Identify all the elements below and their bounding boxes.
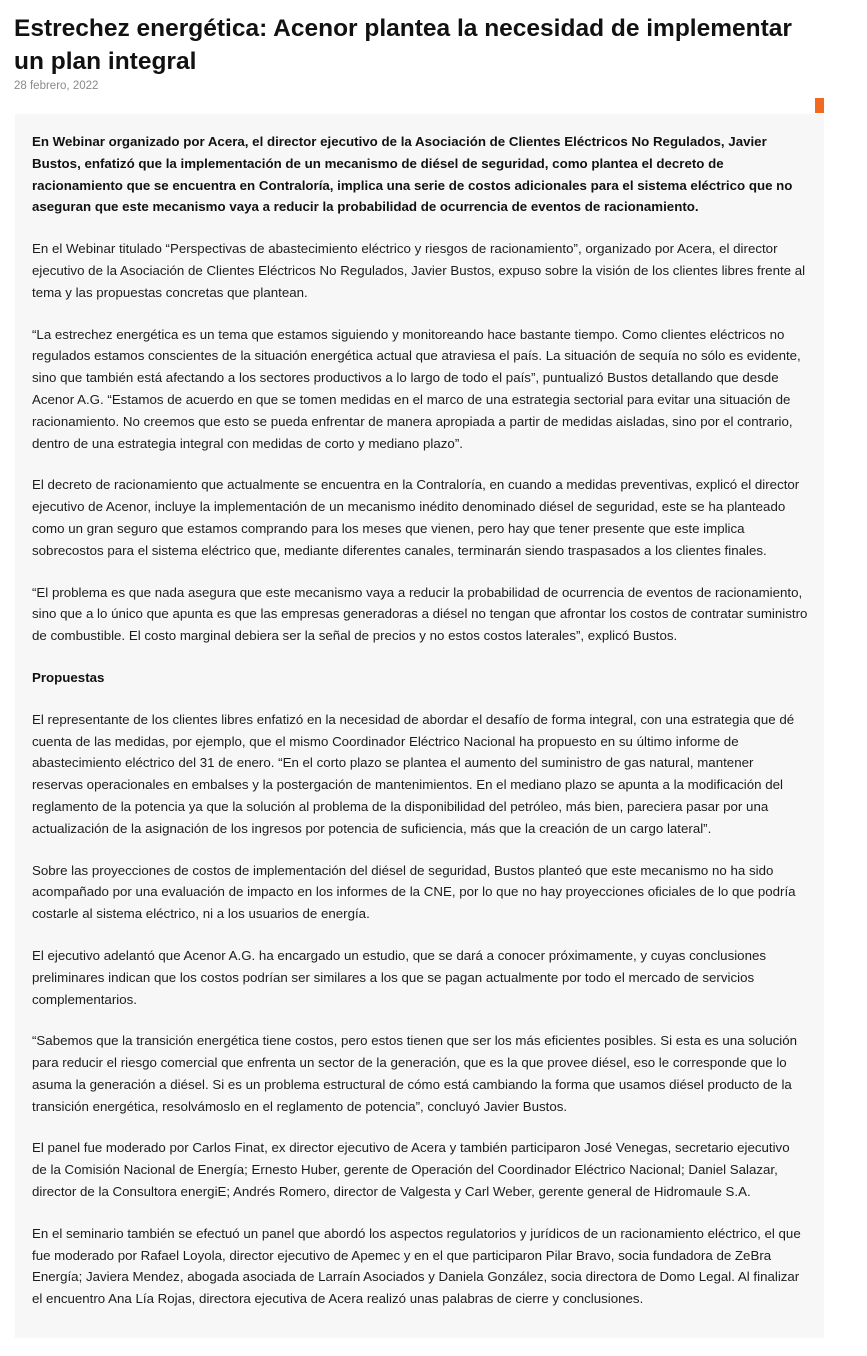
article-paragraph: El ejecutivo adelantó que Acenor A.G. ha encargado un estudio, que se dará a conocer próximamente, y cuyas conclusiones preliminares indican que los costos podrían ser similares a los que se pagan actualmente por todo el mercado de servicios complementarios.	[32, 947, 767, 1007]
article-body	[15, 114, 824, 1338]
article-paragraph: “El problema es que nada asegura que este mecanismo vaya a reducir la probabilidad de ocurrencia de eventos de racionamiento, sino que a lo único que apunta es que las empresas generadoras a diésel no tengan que afrontar los costos de contratar suministro de combustible. El costo marginal debiera ser la señal de precios y no estos costos laterales”, explicó Bustos.	[32, 584, 808, 644]
article-paragraph: El panel fue moderado por Carlos Finat, ex director ejecutivo de Acera y también participaron José Venegas, secretario ejecutivo de la Comisión Nacional de Energía; Ernesto Huber, gerente de Operación del Coordinador Eléctrico Nacional; Daniel Salazar, director de la Consultora energiE; Andrés Romero, director de Valgesta y Carl Weber, gerente general de Hidromaule S.A.	[32, 1140, 790, 1200]
article-date: 28 febrero, 2022	[14, 80, 99, 92]
article-paragraph: En el Webinar titulado “Perspectivas de abastecimiento eléctrico y riesgos de racionamiento”, organizado por Acera, el director ejecutivo de la Asociación de Clientes Eléctricos No Regulados, Javier Bustos, expuso sobre la visión de los clientes libres frente al tema y las propuestas concretas que plantean.	[32, 241, 806, 300]
article-paragraph: El decreto de racionamiento que actualmente se encuentra en la Contraloría, en cuando a medidas preventivas, explicó el director ejecutivo de Acenor, incluye la implementación de un mecanismo inédito denominado diésel de seguridad, este se ha planteado como un gran seguro que estamos comprando para los meses que vienen, pero hay que tener presente que este implica sobrecostos para el sistema eléctrico que, mediante diferentes canales, terminarán siendo traspasados a los clientes finales.	[32, 477, 800, 558]
article-paragraph: En el seminario también se efectuó un panel que abordó los aspectos regulatorios y jurídicos de un racionamiento eléctrico, el que fue moderado por Rafael Loyola, director ejecutivo de Apemec y en el que participaron Pilar Bravo, socia fundadora de ZeBra Energía; Javiera Mendez, abogada asociada de Larraín Asociados y Daniela González, socia directora de Domo Legal. Al finalizar el encuentro Ana Lía Rojas, directora ejecutiva de Acera realizó unas palabras de cierre y conclusiones.	[32, 1225, 801, 1307]
section-heading: Propuestas	[32, 669, 105, 685]
article-lead: En Webinar organizado por Acera, el director ejecutivo de la Asociación de Clientes Eléctricos No Regulados, Javier Bustos, enfatizó que la implementación de un mecanismo de diésel de seguridad, como plantea el decreto de racionamiento que se encuentra en Contraloría, implica una serie de costos adicionales para el sistema eléctrico que no aseguran que este mecanismo vaya a reducir la probabilidad de ocurrencia de eventos de racionamiento.	[32, 134, 793, 215]
article-paragraph: El representante de los clientes libres enfatizó en la necesidad de abordar el desafío de forma integral, con una estrategia que dé cuenta de las medidas, por ejemplo, que el mismo Coordinador Eléctrico Nacional ha propuesto en su último informe de abastecimiento eléctrico del 31 de enero. “En el corto plazo se plantea el aumento del suministro de gas natural, mantener reservas operacionales en embalses y la postergación de mantenimientos. En el mediano plazo se apunta a la modificación del reglamento de la potencia ya que la solución al problema de la disponibilidad del petróleo, más bien, pareciera pasar por una actualización de la asignación de los ingresos por potencia de suficiencia, más que la creación de un cargo lateral”.	[32, 711, 795, 836]
accent-marker	[815, 98, 824, 113]
article-title: Estrechez energética: Acenor plantea la necesidad de implementar un plan integral	[14, 15, 792, 75]
article-paragraph: Sobre las proyecciones de costos de implementación del diésel de seguridad, Bustos planteó que este mecanismo no ha sido acompañado por una evaluación de impacto en los informes de la CNE, por lo que no hay proyecciones oficiales de lo que podría costarle al sistema eléctrico, ni a los usuarios de energía.	[32, 862, 796, 922]
article-paragraph: “Sabemos que la transición energética tiene costos, pero estos tienen que ser los más eficientes posibles. Si esta es una solución para reducir el riesgo comercial que enfrenta un sector de la generación, que es la que provee diésel, eso le corresponde que lo asuma la generación a diésel. Si es un problema estructural de cómo está cambiando la forma que usamos diésel producto de la transición energética, resolvámoslo en el reglamento de potencia”, concluyó Javier Bustos.	[32, 1033, 798, 1114]
article-paragraph: “La estrechez energética es un tema que estamos siguiendo y monitoreando hace bastante tiempo. Como clientes eléctricos no regulados estamos conscientes de la situación energética actual que atraviesa el país. La situación de sequía no sólo es evidente, sino que también está afectando a los sectores productivos a lo largo de todo el país”, puntualizó Bustos detallando que desde Acenor A.G. “Estamos de acuerdo en que se tomen medidas en el marco de una estrategia sectorial para evitar una situación de racionamiento. No creemos que esto se pueda enfrentar de manera apropiada a partir de medidas aisladas, sino por el contrario, dentro de una estrategia integral con medidas de corto y mediano plazo”.	[32, 326, 801, 451]
